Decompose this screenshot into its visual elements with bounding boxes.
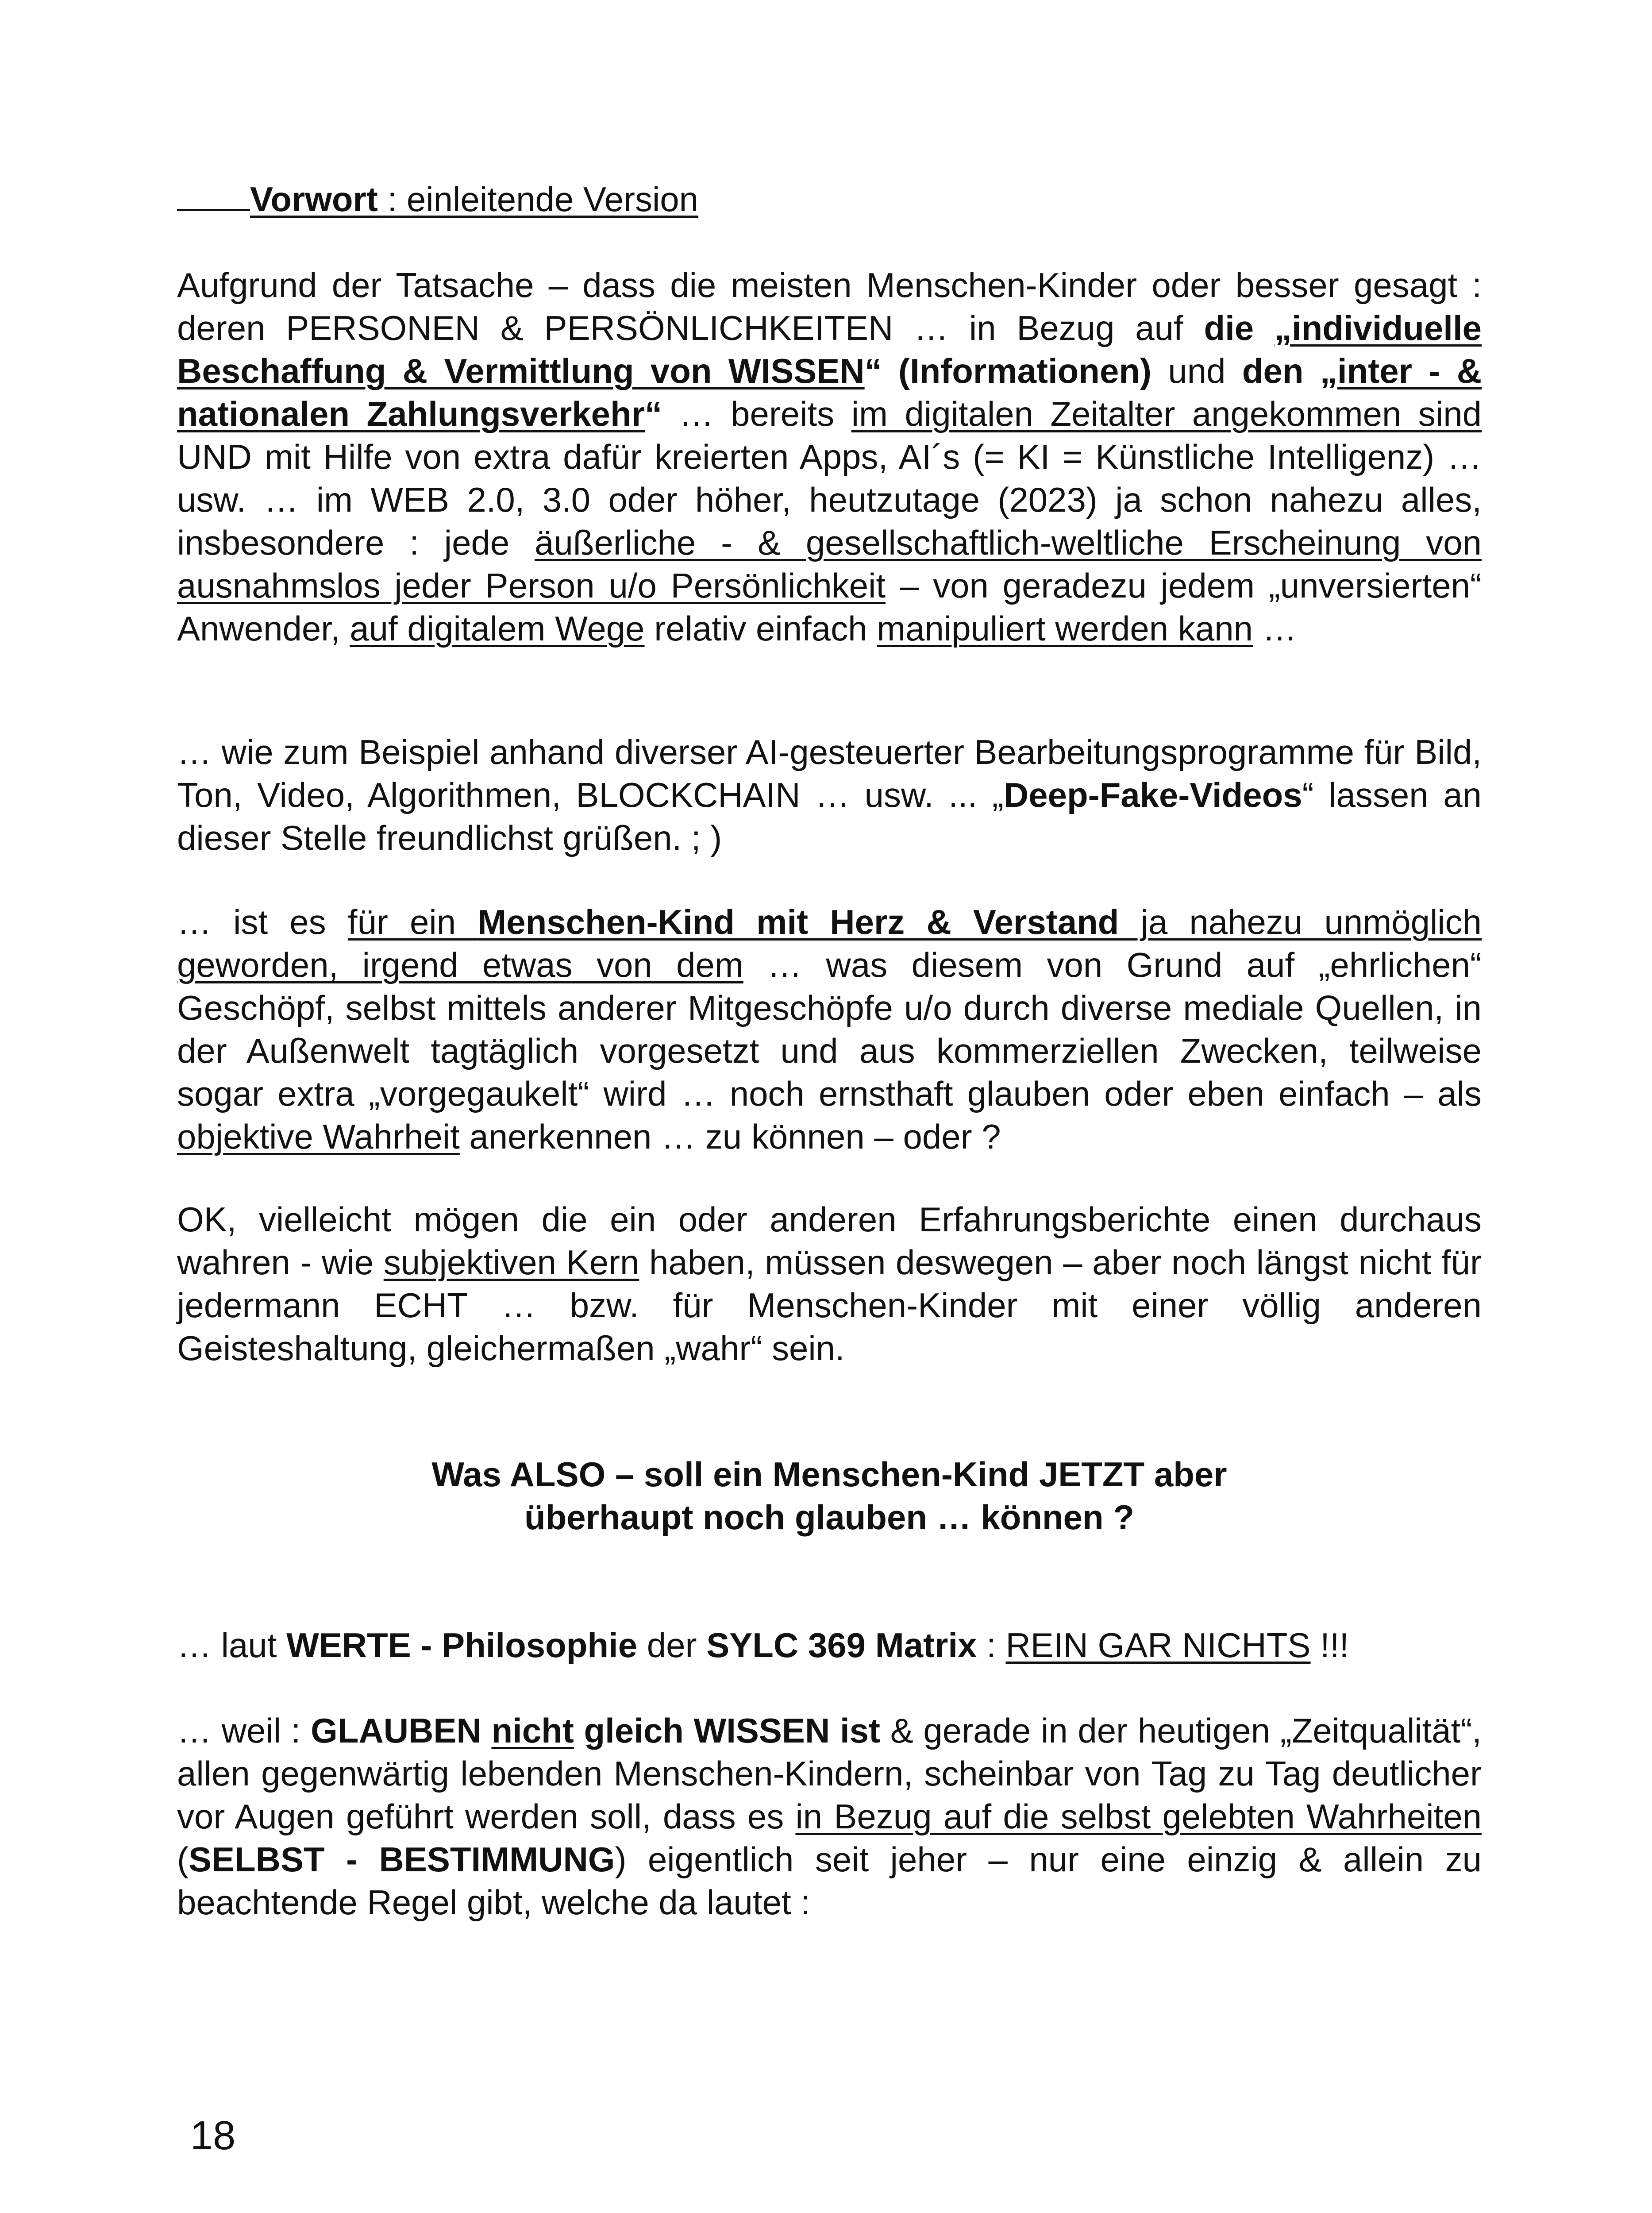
p1-text: … [1252, 609, 1297, 648]
p2-bold: Deep-Fake-Videos [1003, 775, 1302, 814]
p6-underlined: in Bezug auf die selbst gelebten Wahrheiten [795, 1797, 1482, 1836]
p4-text: haben, müssen deswegen – aber noch längst nicht für jedermann ECHT … bzw. für Menschen-Kinder mit einer völlig anderen Geisteshaltung, gleichermaßen „wahr“ sein. [177, 1243, 1482, 1368]
heading-title: Vorwort [250, 180, 378, 219]
p6-text: … weil : [177, 1711, 311, 1750]
question-line-2: überhaupt noch glauben … können ? [524, 1498, 1134, 1537]
page-number: 18 [190, 2113, 236, 2158]
heading [177, 178, 1482, 221]
p3-text: anerkennen … zu können – oder ? [459, 1117, 1001, 1156]
p5-bold: WERTE - Philosophie [286, 1626, 638, 1665]
p1-bold: “ [645, 394, 662, 433]
p6-bold: gleich WISSEN ist [574, 1711, 881, 1750]
p4-text: OK, vielleicht mögen die ein oder anderen Erfahrungsberichte einen durchaus wahren - wie [177, 1200, 1482, 1282]
p2-text: “ lassen an dieser Stelle freundlichst grüßen. ; ) [177, 775, 1482, 857]
p5-text: … laut [177, 1626, 287, 1665]
p3-text: … was diesem von Grund auf „ehrlichen“ Geschöpf, selbst mittels anderer Mitgeschöpfe u/o durch diverse mediale Quellen, in der Außenwelt tagtäglich vorgesetzt und aus kommerziellen Zwecken, teilweise sogar extra „vorgegaukelt“ wird … noch ernsthaft glauben oder eben einfach – als [177, 945, 1482, 1113]
p1-underlined: manipuliert werden kann [877, 609, 1253, 648]
p5-underlined: REIN GAR NICHTS [1005, 1626, 1311, 1665]
p1-underlined: im digitalen Zeitalter angekommen sind [851, 394, 1482, 433]
p5-text: !!! [1310, 1626, 1349, 1665]
paragraph-5 [177, 1624, 1482, 1667]
p2-text: … wie zum Beispiel anhand diverser AI-gesteuerter Bearbeitungsprogramme für Bild, Ton, Video, Algorithmen, BLOCKCHAIN … usw. ... „ [177, 733, 1482, 814]
paragraph-2 [177, 731, 1482, 860]
heading-rule [177, 209, 250, 211]
p1-text: und [1151, 351, 1242, 390]
p1-text: UND mit Hilfe von extra dafür kreierten Apps, AI´s (= KI = Künstliche Intelligenz) … usw. … im WEB 2.0, 3.0 oder höher, heutzutage (2023) ja schon nahezu alles, insbesondere : jede [177, 437, 1482, 562]
p5-bold: SYLC 369 Matrix [706, 1626, 977, 1665]
p3-underlined: für ein [347, 902, 478, 941]
paragraph-3 [177, 901, 1482, 1158]
p3-bold-underlined: Menschen-Kind mit Herz & Verstand [478, 902, 1119, 941]
p1-bold: “ (Informationen) [864, 351, 1151, 390]
paragraph-4 [177, 1198, 1482, 1370]
p1-text: … bereits [662, 394, 851, 433]
p1-bold: die [1204, 308, 1275, 347]
question-line-1: Was ALSO – soll ein Menschen-Kind JETZT aber [431, 1455, 1227, 1494]
p3-text: … ist es [177, 902, 348, 941]
paragraph-1 [177, 264, 1482, 650]
p6-bold-underlined: nicht [491, 1711, 574, 1750]
p5-text: der [637, 1626, 707, 1665]
heading-subtitle: : einleitende Version [377, 180, 699, 219]
p6-text: & gerade in der heutigen „Zeitqualität“, allen gegenwärtig lebenden Menschen-Kindern, scheinbar von Tag zu Tag deutlicher vor Augen geführt werden soll, dass es [177, 1711, 1482, 1836]
p6-text: ( [177, 1840, 189, 1879]
p1-underlined: auf digitalem Wege [350, 609, 645, 648]
p1-underlined: äußerliche - & gesellschaftlich-weltliche Erscheinung von ausnahmslos jeder Person u/o Persönlichkeit [177, 523, 1482, 605]
p4-underlined: subjektiven Kern [383, 1243, 639, 1282]
question-heading [177, 1453, 1482, 1539]
p1-text: Aufgrund der Tatsache – dass die meisten Menschen-Kinder oder besser gesagt : deren PERSONEN & PERSÖNLICHKEITEN … in Bezug auf [177, 266, 1482, 347]
p1-bold-underlined: inter - & nationalen Zahlungsverkehr [177, 351, 1482, 433]
p3-underlined: objektive Wahrheit [177, 1117, 460, 1156]
p6-text: ) eigentlich seit jeher – nur eine einzig & allein zu beachtende Regel gibt, welche da lautet : [177, 1840, 1482, 1922]
paragraph-6 [177, 1709, 1482, 1924]
p1-bold: den „ [1242, 351, 1337, 390]
p3-underlined: ja nahezu unmöglich geworden, irgend etwas von dem [177, 902, 1482, 984]
p1-text: – von geradezu jedem „unversierten“ Anwender, [177, 566, 1482, 648]
p6-bold: GLAUBEN [311, 1711, 492, 1750]
p1-bold-underlined: „individuelle Beschaffung & Vermittlung von WISSEN [177, 308, 1482, 390]
p5-text: : [977, 1626, 1006, 1665]
p1-text: relativ einfach [644, 609, 877, 648]
p6-bold: SELBST - BESTIMMUNG [188, 1840, 615, 1879]
